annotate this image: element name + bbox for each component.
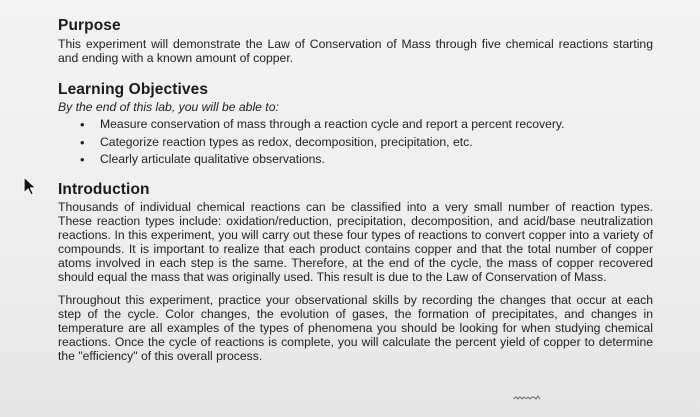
objective-text: Clearly articulate qualitative observations. xyxy=(100,152,325,166)
objectives-list xyxy=(58,116,653,169)
bullet-icon: • xyxy=(80,117,85,132)
mouse-pointer-icon xyxy=(22,176,38,196)
objective-item xyxy=(58,116,653,134)
introduction-section xyxy=(58,181,653,364)
purpose-text: This experiment will demonstrate the Law of Conservation of Mass through five chemical reactions starting and ending with a known amount of copper. xyxy=(58,37,653,65)
cut-off-text-mark xyxy=(512,392,544,402)
introduction-heading: Introduction xyxy=(58,181,150,198)
bullet-icon: • xyxy=(80,134,85,150)
objectives-intro: By the end of this lab, you will be able to: xyxy=(58,100,279,114)
bullet-icon: • xyxy=(80,152,85,167)
learning-objectives-section xyxy=(58,81,653,169)
introduction-paragraph-2: Throughout this experiment, practice your observational skills by recording the changes that occur at each step of the cycle. Color changes, the evolution of gases, the formation of precipitates, and changes in temperature are all examples of the types of phenomena you should be looking for when studying chemical reactions. Once the cycle of reactions is complete, you will calculate the percent yield of copper to determine the "efficiency" of this overall process. xyxy=(58,293,653,364)
objectives-heading: Learning Objectives xyxy=(58,81,209,98)
objective-item xyxy=(58,134,653,152)
objective-item xyxy=(58,151,653,169)
objective-text: Categorize reaction types as redox, decomposition, precipitation, etc. xyxy=(100,134,473,149)
purpose-heading: Purpose xyxy=(58,17,121,34)
purpose-section xyxy=(58,17,653,66)
objective-text: Measure conservation of mass through a reaction cycle and report a percent recovery. xyxy=(100,117,565,131)
introduction-paragraph-1: Thousands of individual chemical reactions can be classified into a very small number of reaction types. These reaction types include: oxidation/reduction, precipitation, decomposition, and acid/base neutralization reactions. In this experiment, you will carry out these four types of reactions to convert copper into a variety of compounds. It is important to realize that each product contains copper and that the total number of copper atoms involved in each step is the same. Therefore, at the end of the cycle, the mass of copper recovered should equal the mass that was originally used. This result is due to the Law of Conservation of Mass. xyxy=(58,200,653,284)
